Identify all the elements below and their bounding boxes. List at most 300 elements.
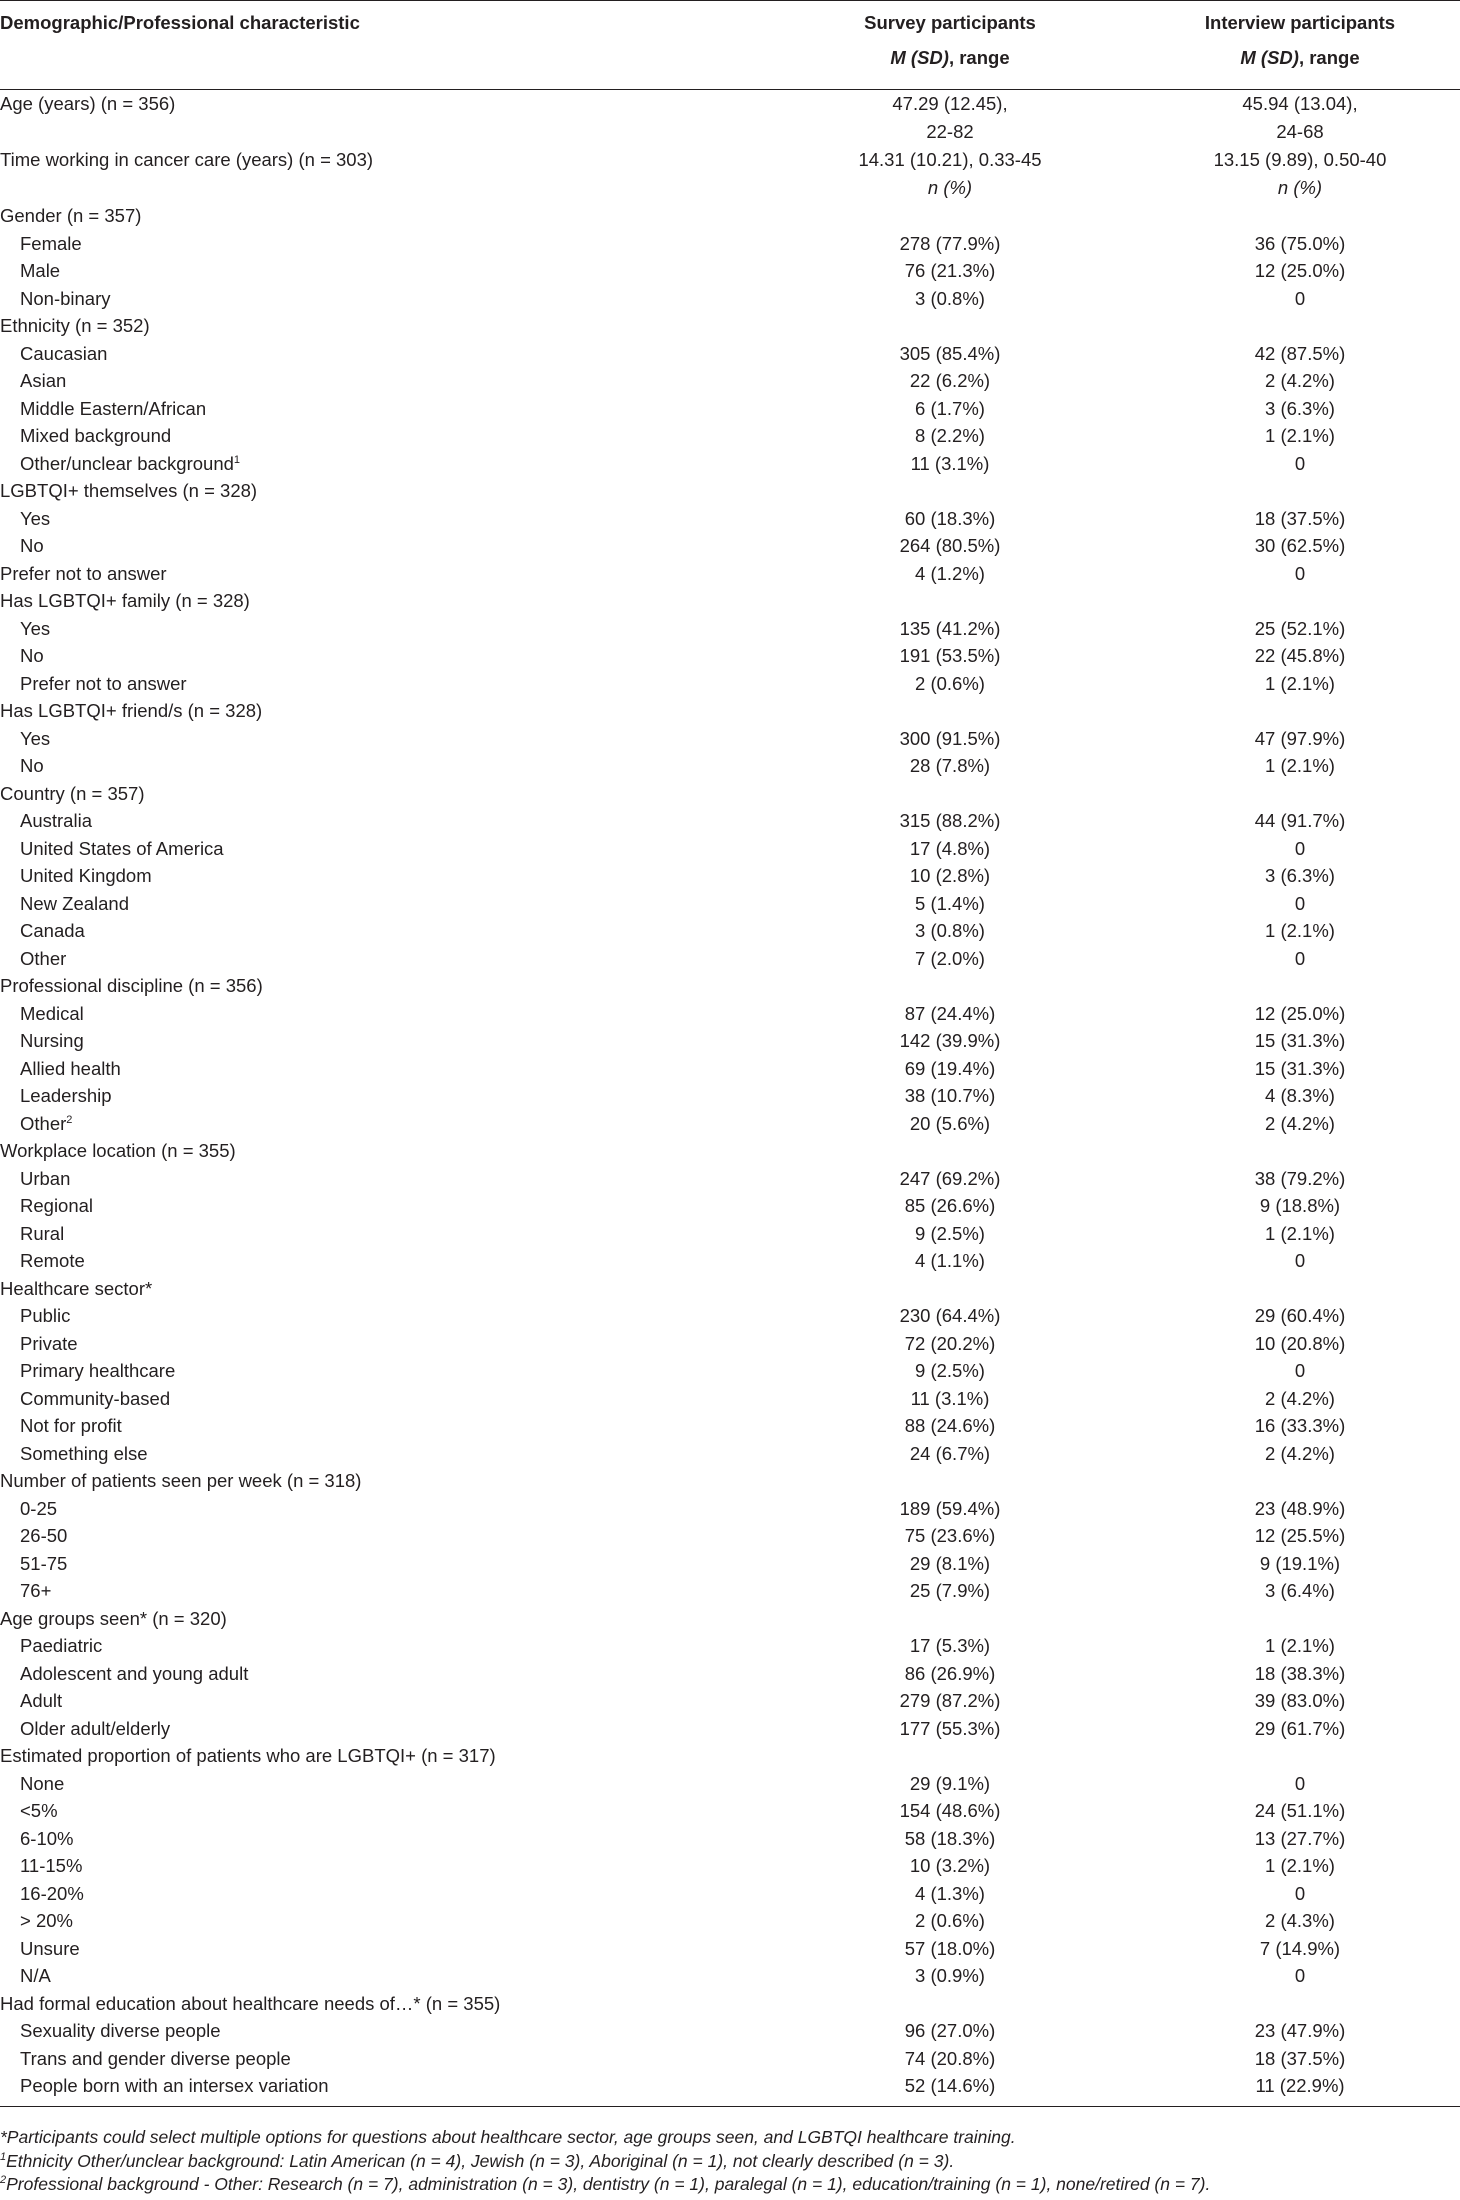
survey-value	[760, 1330, 1140, 1358]
row-label-text: N/A	[20, 1965, 51, 1986]
interview-value-text: 44 (91.7%)	[1254, 810, 1346, 831]
table-row	[0, 1632, 1460, 1660]
survey-value-text: 29 (8.1%)	[909, 1552, 991, 1574]
row-label-text: Rural	[20, 1222, 65, 1244]
table-row	[0, 1440, 1460, 1468]
survey-value-text: 11 (3.1%)	[910, 1387, 990, 1409]
survey-value	[760, 1990, 1140, 2018]
survey-value	[760, 1935, 1140, 1963]
interview-value-text: 4 (8.3%)	[1265, 1085, 1335, 1106]
row-label-text: Sexuality diverse people	[20, 2020, 221, 2041]
row-label	[0, 1275, 760, 1303]
interview-value	[1140, 1495, 1460, 1523]
survey-value	[760, 1357, 1140, 1385]
survey-value-text: 135 (41.2%)	[899, 617, 1001, 639]
table-row	[0, 450, 1460, 478]
row-label-text: Prefer not to answer	[20, 672, 187, 694]
row-label-text: Canada	[20, 920, 85, 941]
table-row	[0, 1220, 1460, 1248]
row-label-text: Male	[20, 260, 61, 281]
survey-value-text: 24 (6.7%)	[909, 1442, 991, 1464]
row-label-text: No	[20, 645, 44, 666]
interview-value-text: 23 (48.9%)	[1254, 1497, 1346, 1519]
survey-value-text: 96 (27.0%)	[904, 2020, 996, 2041]
survey-value	[760, 890, 1140, 918]
row-label-text: Paediatric	[20, 1635, 103, 1656]
row-label	[0, 1825, 760, 1853]
interview-value	[1140, 1880, 1460, 1908]
interview-value	[1140, 450, 1460, 478]
row-label-text: 51-75	[20, 1552, 68, 1574]
interview-value	[1140, 285, 1460, 313]
survey-value	[760, 90, 1140, 147]
survey-value	[760, 1660, 1140, 1688]
row-label	[0, 1660, 760, 1688]
footnote-marker: 1	[233, 453, 241, 466]
table-row	[0, 890, 1460, 918]
interview-value	[1140, 1907, 1460, 1935]
table-row	[0, 1165, 1460, 1193]
interview-value	[1140, 257, 1460, 285]
row-label	[0, 1935, 760, 1963]
row-label-text: Other	[20, 947, 67, 969]
row-label	[0, 230, 760, 258]
table-row	[0, 367, 1460, 395]
row-label-text: United States of America	[20, 837, 224, 859]
row-label	[0, 1385, 760, 1413]
row-label-text: Medical	[20, 1002, 84, 1024]
survey-value	[760, 1495, 1140, 1523]
interview-value	[1140, 532, 1460, 560]
row-label	[0, 725, 760, 753]
survey-value-text: 2 (0.6%)	[915, 1910, 985, 1931]
interview-value-text: 1 (2.1%)	[1265, 1635, 1335, 1656]
row-label	[0, 1000, 760, 1028]
interview-value	[1140, 642, 1460, 670]
table-row	[0, 1687, 1460, 1715]
survey-value-text: 305 (85.4%)	[899, 342, 1001, 364]
interview-value	[1140, 1660, 1460, 1688]
interview-value	[1140, 1220, 1460, 1248]
interview-value	[1140, 395, 1460, 423]
table-row	[0, 862, 1460, 890]
survey-value	[760, 450, 1140, 478]
table-row	[0, 835, 1460, 863]
survey-value-text: 74 (20.8%)	[904, 2047, 996, 2069]
survey-value	[760, 1302, 1140, 1330]
survey-value	[760, 1522, 1140, 1550]
table-row	[0, 1275, 1460, 1303]
row-label-text: Older adult/elderly	[20, 1717, 171, 1739]
row-label-text: Time working in cancer care (years) (n = 303)	[0, 149, 374, 170]
row-label-text: Healthcare sector*	[0, 1277, 153, 1299]
interview-value	[1140, 1440, 1460, 1468]
row-label	[0, 1605, 760, 1633]
table-row	[0, 670, 1460, 698]
table-row	[0, 642, 1460, 670]
row-label	[0, 367, 760, 395]
interview-value	[1140, 1825, 1460, 1853]
survey-value-text: 7 (2.0%)	[915, 947, 985, 969]
survey-value-text: 72 (20.2%)	[904, 1332, 996, 1354]
interview-value	[1140, 615, 1460, 643]
footnote-text: *Participants could select multiple options for questions about healthcare sector, age groups seen, and LGBTQI healthcare training.	[0, 2127, 1016, 2147]
survey-value	[760, 422, 1140, 450]
survey-value-text: 75 (23.6%)	[904, 1525, 996, 1546]
table-row	[0, 917, 1460, 945]
header-characteristic: Demographic/Professional characteristic	[0, 12, 360, 33]
row-label	[0, 1962, 760, 1990]
table-row	[0, 1852, 1460, 1880]
survey-value	[760, 1385, 1140, 1413]
row-label-text: Yes	[20, 617, 51, 639]
row-label	[0, 1742, 760, 1770]
table-row	[0, 697, 1460, 725]
row-label	[0, 1137, 760, 1165]
row-label	[0, 780, 760, 808]
table-row	[0, 615, 1460, 643]
survey-value	[760, 1742, 1140, 1770]
survey-value	[760, 2045, 1140, 2073]
row-label	[0, 1467, 760, 1495]
interview-value	[1140, 2017, 1460, 2045]
table-row	[0, 532, 1460, 560]
row-label-text: Gender (n = 357)	[0, 205, 142, 226]
interview-value-text: 30 (62.5%)	[1254, 535, 1346, 556]
interview-value-text: 18 (37.5%)	[1254, 2047, 1346, 2069]
survey-value-text: 3 (0.9%)	[915, 1965, 985, 1986]
interview-value	[1140, 1852, 1460, 1880]
row-label-text: Urban	[20, 1167, 71, 1189]
survey-value-text: 4 (1.2%)	[915, 562, 985, 584]
row-label-text: Age groups seen* (n = 320)	[0, 1607, 227, 1629]
table-row	[0, 1110, 1460, 1138]
footnote-text: Ethnicity Other/unclear background: Latin American (n = 4), Jewish (n = 3), Aboriginal (n = 1), not clearly described (n = 3).	[6, 2150, 955, 2171]
survey-value	[760, 945, 1140, 973]
row-label-text: Remote	[20, 1250, 85, 1271]
table-row	[0, 1825, 1460, 1853]
table-body	[0, 90, 1460, 2107]
row-label	[0, 2045, 760, 2073]
interview-value-text: 45.94 (13.04),	[1242, 93, 1358, 114]
survey-value-text: 6 (1.7%)	[915, 397, 985, 419]
table-row	[0, 780, 1460, 808]
survey-value	[760, 312, 1140, 340]
survey-value-text: 264 (80.5%)	[899, 535, 1001, 556]
table-row	[0, 1495, 1460, 1523]
interview-value-text: 12 (25.0%)	[1254, 260, 1346, 281]
row-label	[0, 312, 760, 340]
table-row	[0, 1412, 1460, 1440]
row-label	[0, 972, 760, 1000]
survey-value-text: 4 (1.1%)	[915, 1250, 985, 1271]
survey-value	[760, 477, 1140, 505]
row-label-text: Other	[20, 1112, 67, 1134]
header-interview: Interview participants	[1204, 12, 1396, 33]
survey-value-text: 17 (5.3%)	[909, 1635, 991, 1656]
row-label-text: Public	[20, 1305, 71, 1326]
interview-value	[1140, 890, 1460, 918]
interview-value-text: 16 (33.3%)	[1254, 1415, 1346, 1436]
survey-value	[760, 1550, 1140, 1578]
row-label-text: 6-10%	[20, 1827, 74, 1849]
row-label-text: Professional discipline (n = 356)	[0, 975, 263, 996]
interview-value	[1140, 146, 1460, 202]
interview-value	[1140, 367, 1460, 395]
interview-value-text: 1 (2.1%)	[1265, 425, 1335, 446]
row-label-text: 16-20%	[20, 1882, 84, 1904]
header-blank	[0, 45, 760, 90]
interview-value-text: 0	[1294, 1772, 1306, 1794]
interview-value-text: 11 (22.9%)	[1255, 2075, 1345, 2096]
interview-value-text: 3 (6.4%)	[1265, 1580, 1335, 1601]
row-label-text: Non-binary	[20, 287, 111, 309]
interview-value	[1140, 1632, 1460, 1660]
table-row	[0, 1000, 1460, 1028]
row-label	[0, 560, 760, 588]
row-label-text: Trans and gender diverse people	[20, 2047, 291, 2069]
interview-value	[1140, 1275, 1460, 1303]
interview-value	[1140, 1742, 1460, 1770]
row-label	[0, 2072, 760, 2106]
row-label-text: Not for profit	[20, 1415, 122, 1436]
survey-value-text: 29 (9.1%)	[909, 1772, 991, 1794]
row-label	[0, 587, 760, 615]
table-row	[0, 285, 1460, 313]
survey-value-text: 47.29 (12.45),	[892, 93, 1008, 114]
row-label-text: Adult	[20, 1690, 63, 1711]
row-label-text: Caucasian	[20, 342, 108, 364]
row-label	[0, 1110, 760, 1138]
survey-value	[760, 285, 1140, 313]
interview-value-text: 0	[1294, 1882, 1306, 1904]
survey-value	[760, 1110, 1140, 1138]
survey-value	[760, 257, 1140, 285]
survey-value-text: 25 (7.9%)	[909, 1580, 991, 1601]
table-row	[0, 560, 1460, 588]
table-row	[0, 1357, 1460, 1385]
interview-value	[1140, 422, 1460, 450]
row-label-text: Number of patients seen per week (n = 318)	[0, 1470, 362, 1491]
survey-value-text: 4 (1.3%)	[915, 1882, 985, 1904]
row-label-text: Estimated proportion of patients who are LGBTQI+ (n = 317)	[0, 1745, 496, 1766]
table-footnotes	[0, 2126, 1460, 2197]
footnote-number: 2	[0, 2174, 7, 2186]
survey-value	[760, 670, 1140, 698]
table-row	[0, 945, 1460, 973]
interview-value	[1140, 1082, 1460, 1110]
row-label	[0, 1550, 760, 1578]
survey-value-text: 3 (0.8%)	[915, 920, 985, 941]
footnote-text: Professional background - Other: Research (n = 7), administration (n = 3), dentistry (n = 1), paralegal (n = 1), education/training (n = 1), none/retired (n = 7).	[6, 2174, 1211, 2194]
interview-value	[1140, 1055, 1460, 1083]
row-label-text: 11-15%	[20, 1855, 83, 1876]
table-row	[0, 1550, 1460, 1578]
survey-value	[760, 1247, 1140, 1275]
row-label	[0, 422, 760, 450]
interview-value	[1140, 1027, 1460, 1055]
survey-value-text: 57 (18.0%)	[904, 1937, 996, 1959]
table-header	[0, 1, 1460, 90]
row-label-text: Yes	[20, 727, 51, 749]
survey-value-text: 10 (3.2%)	[909, 1855, 991, 1876]
row-label-text: No	[20, 755, 44, 776]
table-row	[0, 1742, 1460, 1770]
table-row	[0, 587, 1460, 615]
survey-value-text: 85 (26.6%)	[904, 1195, 996, 1216]
row-label-text: Prefer not to answer	[0, 562, 167, 584]
row-label-text: Nursing	[20, 1030, 84, 1051]
survey-value-text: 154 (48.6%)	[899, 1800, 1001, 1821]
row-label	[0, 1990, 760, 2018]
survey-value-text: 11 (3.1%)	[910, 452, 990, 474]
row-label-text: 26-50	[20, 1525, 68, 1546]
table-row	[0, 1715, 1460, 1743]
interview-value-text: 15 (31.3%)	[1254, 1057, 1346, 1079]
survey-value-text: 69 (19.4%)	[904, 1057, 996, 1079]
interview-value-text: 12 (25.0%)	[1254, 1002, 1346, 1024]
row-label	[0, 1165, 760, 1193]
row-label-text: Asian	[20, 370, 67, 391]
survey-value-text: 300 (91.5%)	[899, 727, 1001, 749]
survey-value	[760, 1027, 1140, 1055]
table-row	[0, 1385, 1460, 1413]
interview-value-text: 1 (2.1%)	[1265, 920, 1335, 941]
survey-value	[760, 780, 1140, 808]
interview-value-text: 0	[1294, 892, 1306, 914]
row-label-text: Has LGBTQI+ friend/s (n = 328)	[0, 700, 263, 721]
survey-value	[760, 1825, 1140, 1853]
table-row	[0, 1467, 1460, 1495]
interview-value	[1140, 1577, 1460, 1605]
interview-value-text: 0	[1294, 1250, 1306, 1271]
interview-value	[1140, 230, 1460, 258]
survey-value	[760, 1165, 1140, 1193]
row-label	[0, 1440, 760, 1468]
survey-value-line2: 22-82	[926, 121, 974, 142]
table-row	[0, 312, 1460, 340]
survey-value	[760, 1770, 1140, 1798]
survey-value-text: 142 (39.9%)	[899, 1030, 1001, 1051]
interview-value	[1140, 1962, 1460, 1990]
survey-value-line2: n (%)	[927, 177, 973, 198]
interview-value-text: 22 (45.8%)	[1254, 645, 1346, 666]
interview-value	[1140, 2045, 1460, 2073]
survey-value	[760, 1880, 1140, 1908]
interview-value	[1140, 1330, 1460, 1358]
footnote-number: 1	[0, 2150, 7, 2163]
interview-value	[1140, 340, 1460, 368]
interview-value	[1140, 1522, 1460, 1550]
interview-value	[1140, 807, 1460, 835]
row-label	[0, 1247, 760, 1275]
survey-value-text: 22 (6.2%)	[909, 370, 991, 391]
row-label-text: Leadership	[20, 1085, 112, 1106]
interview-value	[1140, 1687, 1460, 1715]
row-label-text: > 20%	[20, 1910, 73, 1931]
row-label-text: Unsure	[20, 1937, 80, 1959]
row-label	[0, 395, 760, 423]
survey-value-text: 189 (59.4%)	[899, 1497, 1001, 1519]
row-label	[0, 1055, 760, 1083]
row-label-text: United Kingdom	[20, 865, 152, 886]
survey-value	[760, 1275, 1140, 1303]
interview-value	[1140, 1797, 1460, 1825]
row-label	[0, 1220, 760, 1248]
interview-value-text: 25 (52.1%)	[1254, 617, 1346, 639]
survey-value-text: 5 (1.4%)	[915, 892, 985, 914]
interview-value-line2: n (%)	[1277, 177, 1323, 198]
interview-value-text: 0	[1294, 837, 1306, 859]
survey-value-text: 20 (5.6%)	[909, 1112, 991, 1134]
interview-value-line2: 24-68	[1276, 121, 1324, 142]
survey-value-text: 247 (69.2%)	[899, 1167, 1001, 1189]
row-label-text: <5%	[20, 1800, 58, 1821]
survey-value	[760, 1962, 1140, 1990]
row-label-text: Female	[20, 232, 82, 254]
row-label	[0, 1027, 760, 1055]
survey-value-text: 10 (2.8%)	[909, 865, 991, 886]
row-label-text: Ethnicity (n = 352)	[0, 315, 150, 336]
row-label	[0, 1412, 760, 1440]
interview-value-text: 39 (83.0%)	[1254, 1690, 1346, 1711]
interview-value	[1140, 477, 1460, 505]
interview-value-text: 2 (4.2%)	[1265, 1387, 1335, 1409]
interview-value	[1140, 1715, 1460, 1743]
row-label-text: Regional	[20, 1195, 94, 1216]
row-label	[0, 1192, 760, 1220]
interview-value	[1140, 1357, 1460, 1385]
row-label	[0, 670, 760, 698]
footnote	[0, 2150, 1460, 2174]
interview-value-text: 2 (4.2%)	[1265, 1112, 1335, 1134]
row-label	[0, 697, 760, 725]
table-row	[0, 505, 1460, 533]
interview-value	[1140, 560, 1460, 588]
interview-value-text: 0	[1294, 1965, 1306, 1986]
survey-value	[760, 917, 1140, 945]
row-label	[0, 1880, 760, 1908]
interview-value-text: 2 (4.2%)	[1265, 1442, 1335, 1464]
interview-value-text: 29 (60.4%)	[1254, 1305, 1346, 1326]
interview-value	[1140, 862, 1460, 890]
table-row	[0, 1137, 1460, 1165]
row-label-text: None	[20, 1772, 65, 1794]
table-row	[0, 146, 1460, 202]
survey-value-text: 76 (21.3%)	[904, 260, 996, 281]
row-label-text: Private	[20, 1332, 78, 1354]
interview-value	[1140, 697, 1460, 725]
interview-value-text: 10 (20.8%)	[1254, 1332, 1346, 1354]
interview-value	[1140, 1192, 1460, 1220]
row-label-text: Other/unclear background	[20, 452, 234, 474]
survey-value	[760, 532, 1140, 560]
interview-value-text: 13.15 (9.89), 0.50-40	[1213, 149, 1387, 170]
row-label	[0, 1797, 760, 1825]
row-label-text: Age (years) (n = 356)	[0, 93, 176, 114]
table-row	[0, 395, 1460, 423]
survey-value	[760, 1440, 1140, 1468]
row-label	[0, 90, 760, 147]
survey-value	[760, 1852, 1140, 1880]
survey-value	[760, 395, 1140, 423]
row-label	[0, 285, 760, 313]
survey-value	[760, 1192, 1140, 1220]
survey-value	[760, 505, 1140, 533]
interview-value	[1140, 1137, 1460, 1165]
survey-value	[760, 1467, 1140, 1495]
row-label	[0, 477, 760, 505]
